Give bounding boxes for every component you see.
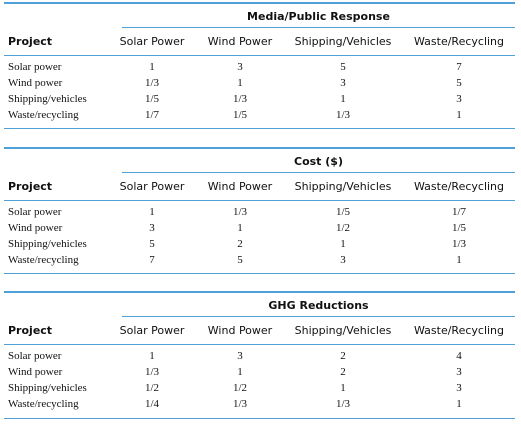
row-label: Waste/recycling xyxy=(8,109,79,121)
table-cell: 1 xyxy=(237,77,243,89)
row-label: Shipping/vehicles xyxy=(8,93,87,105)
table-cell: 1/2 xyxy=(232,382,248,394)
table-bottom-rule xyxy=(4,418,515,419)
column-header-wind: Wind Power xyxy=(207,324,273,337)
table-cell: 1/3 xyxy=(144,366,160,378)
table-cell: 1 xyxy=(456,109,462,121)
table-cell: 1/3 xyxy=(335,398,351,410)
table-cell: 1 xyxy=(149,350,155,362)
table-title: GHG Reductions xyxy=(268,299,369,312)
column-header-shipping: Shipping/Vehicles xyxy=(294,324,392,337)
comparison-table-cost xyxy=(4,147,515,275)
row-label: Waste/recycling xyxy=(8,398,79,410)
table-cell: 7 xyxy=(149,254,155,266)
row-label: Wind power xyxy=(8,366,63,378)
table-cell: 7 xyxy=(456,61,462,73)
table-cell: 3 xyxy=(456,93,462,105)
table-cell: 1/4 xyxy=(144,398,160,410)
column-header-waste: Waste/Recycling xyxy=(413,180,505,193)
table-bottom-rule xyxy=(4,273,515,274)
table-bottom-rule xyxy=(4,128,515,129)
column-header-shipping: Shipping/Vehicles xyxy=(294,35,392,48)
table-cell: 1/5 xyxy=(451,222,467,234)
table-cell: 3 xyxy=(237,61,243,73)
table-top-rule xyxy=(4,147,515,149)
table-cell: 1 xyxy=(340,93,346,105)
row-label: Shipping/vehicles xyxy=(8,382,87,394)
row-label: Shipping/vehicles xyxy=(8,238,87,250)
table-cell: 1/5 xyxy=(232,109,248,121)
column-header-solar: Solar Power xyxy=(119,35,185,48)
table-cell: 1/3 xyxy=(335,109,351,121)
header-rule xyxy=(4,344,515,345)
table-top-rule xyxy=(4,2,515,4)
table-title: Cost ($) xyxy=(294,155,343,168)
table-cell: 1/3 xyxy=(232,206,248,218)
table-cell: 2 xyxy=(340,350,346,362)
title-rule xyxy=(122,172,515,173)
header-rule xyxy=(4,200,515,201)
header-rule xyxy=(4,55,515,56)
row-label: Wind power xyxy=(8,222,63,234)
table-cell: 1/2 xyxy=(335,222,351,234)
table-cell: 1/7 xyxy=(451,206,467,218)
table-top-rule xyxy=(4,291,515,293)
column-header-wind: Wind Power xyxy=(207,180,273,193)
table-cell: 3 xyxy=(340,254,346,266)
title-rule xyxy=(122,27,515,28)
table-cell: 1/7 xyxy=(144,109,160,121)
table-cell: 5 xyxy=(149,238,155,250)
table-cell: 5 xyxy=(340,61,346,73)
table-cell: 1/2 xyxy=(144,382,160,394)
table-cell: 1 xyxy=(149,206,155,218)
table-cell: 1/5 xyxy=(144,93,160,105)
table-cell: 1 xyxy=(237,222,243,234)
table-cell: 1/3 xyxy=(232,398,248,410)
project-header: Project xyxy=(8,180,53,193)
table-cell: 5 xyxy=(237,254,243,266)
table-cell: 1 xyxy=(456,254,462,266)
comparison-table-ghg xyxy=(4,291,515,421)
table-cell: 1/3 xyxy=(451,238,467,250)
table-cell: 4 xyxy=(456,350,462,362)
column-header-solar: Solar Power xyxy=(119,180,185,193)
table-cell: 2 xyxy=(237,238,243,250)
table-cell: 3 xyxy=(149,222,155,234)
table-cell: 1 xyxy=(340,382,346,394)
table-cell: 3 xyxy=(456,366,462,378)
row-label: Solar power xyxy=(8,61,62,73)
column-header-shipping: Shipping/Vehicles xyxy=(294,180,392,193)
table-cell: 3 xyxy=(340,77,346,89)
row-label: Wind power xyxy=(8,77,63,89)
column-header-wind: Wind Power xyxy=(207,35,273,48)
table-cell: 1/5 xyxy=(335,206,351,218)
table-cell: 1 xyxy=(149,61,155,73)
comparison-table-media xyxy=(4,2,515,130)
table-cell: 1 xyxy=(237,366,243,378)
table-cell: 5 xyxy=(456,77,462,89)
table-cell: 2 xyxy=(340,366,346,378)
column-header-waste: Waste/Recycling xyxy=(413,324,505,337)
table-title: Media/Public Response xyxy=(247,10,390,23)
title-rule xyxy=(122,316,515,317)
table-cell: 1 xyxy=(456,398,462,410)
table-cell: 3 xyxy=(237,350,243,362)
row-label: Solar power xyxy=(8,350,62,362)
row-label: Waste/recycling xyxy=(8,254,79,266)
column-header-solar: Solar Power xyxy=(119,324,185,337)
project-header: Project xyxy=(8,324,53,337)
table-cell: 1/3 xyxy=(144,77,160,89)
column-header-waste: Waste/Recycling xyxy=(413,35,505,48)
table-cell: 1/3 xyxy=(232,93,248,105)
table-cell: 1 xyxy=(340,238,346,250)
project-header: Project xyxy=(8,35,53,48)
table-cell: 3 xyxy=(456,382,462,394)
row-label: Solar power xyxy=(8,206,62,218)
